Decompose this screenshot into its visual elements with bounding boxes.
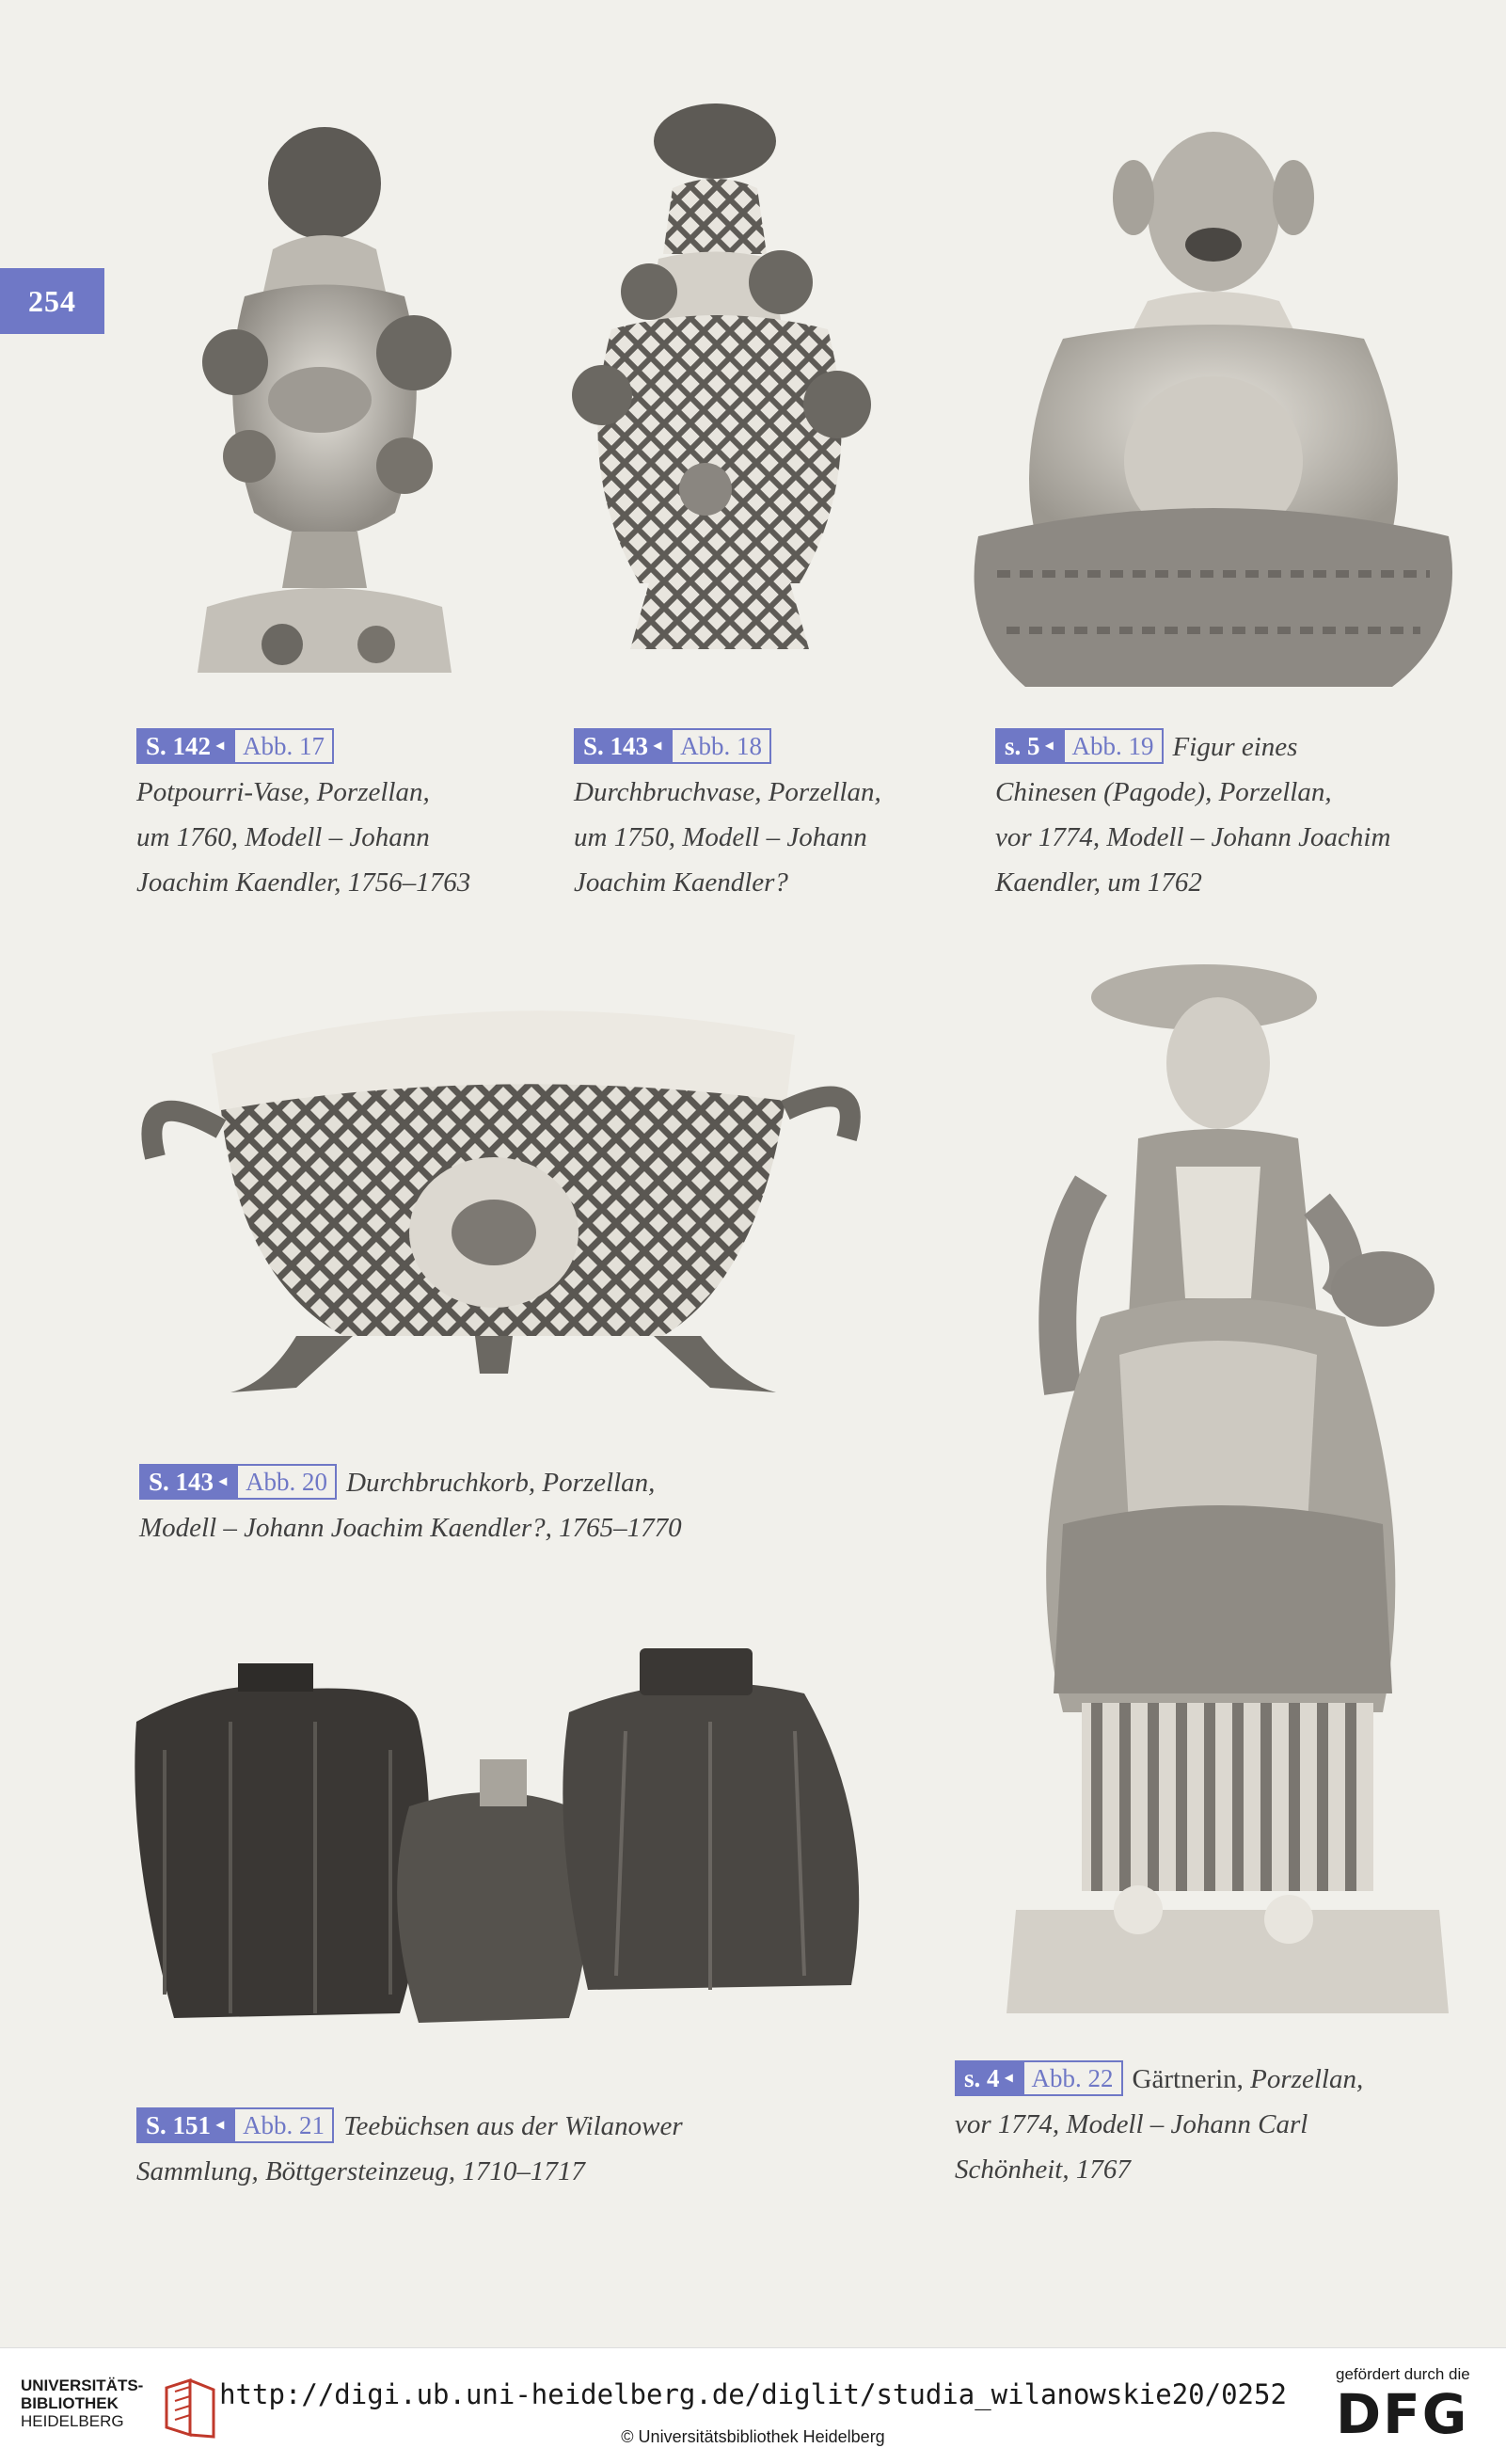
figure-number-badge: Abb. 21 [233, 2107, 334, 2143]
caption-text-line: Potpourri-Vase, Porzellan, [136, 777, 430, 807]
page-number-tab: 254 [0, 268, 104, 334]
figure-number-badge: Abb. 20 [236, 1464, 337, 1500]
caption-title-word: Gärtnerin, [1132, 2064, 1244, 2094]
caption-text-line: Schönheit, 1767 [955, 2154, 1131, 2185]
logo-line: BIBLIOTHEK [21, 2394, 119, 2412]
photo-potpourri-vase [132, 118, 499, 692]
page-reference-label: S. 151 [146, 2111, 212, 2140]
potpourri-vase-image [132, 118, 499, 692]
figure-number-badge: Abb. 19 [1063, 728, 1164, 764]
caption-ref-line [995, 724, 1390, 770]
page-reference-label: S. 142 [146, 732, 212, 761]
chinese-figure-image [941, 122, 1472, 715]
page-reference-label: S. 143 [149, 1468, 214, 1497]
caption-text-line: vor 1774, Modell – Johann Carl [955, 2109, 1308, 2139]
caption-text-line: um 1750, Modell – Johann [574, 822, 867, 852]
dfg-funding-note: gefördert durch die [1336, 2365, 1470, 2383]
caption-ref-line [955, 2057, 1363, 2102]
dfg-wordmark: DFG [1336, 2382, 1469, 2446]
caption-abb-17 [136, 724, 470, 905]
caption-abb-20 [139, 1460, 682, 1550]
arrow-left-icon: ◂ [654, 738, 662, 755]
page-reference-label: s. 5 [1005, 732, 1040, 761]
caption-text-line: vor 1774, Modell – Johann Joachim [995, 822, 1391, 852]
arrow-left-icon: ◂ [216, 738, 225, 755]
durchbruchvase-image [546, 94, 912, 687]
caption-title: Porzellan, [1250, 2064, 1364, 2094]
arrow-left-icon: ◂ [1005, 2070, 1013, 2087]
copyright-notice: © Universitätsbibliothek Heidelberg [621, 2427, 885, 2446]
figure-reference[interactable] [574, 728, 771, 764]
caption-title: Teebüchsen aus der Wilanower [343, 2111, 683, 2141]
caption-title: Durchbruchkorb, Porzellan, [346, 1468, 656, 1498]
arrow-left-icon: ◂ [1045, 738, 1054, 755]
caption-title: Figur eines [1172, 732, 1298, 762]
caption-ref-line [139, 1460, 682, 1505]
dfg-logo[interactable] [1336, 2365, 1491, 2455]
photo-durchbruchkorb [136, 969, 865, 1411]
figure-reference[interactable] [136, 2107, 334, 2143]
page-reference-badge [136, 2107, 233, 2143]
caption-text-line: Joachim Kaendler? [574, 867, 788, 898]
page-reference-badge [139, 1464, 236, 1500]
caption-abb-18 [574, 724, 881, 905]
caption-abb-19 [995, 724, 1390, 905]
logo-line: HEIDELBERG [21, 2412, 124, 2430]
caption-text-line: um 1760, Modell – Johann [136, 822, 430, 852]
page-reference-label: S. 143 [583, 732, 649, 761]
figure-number-badge: Abb. 17 [233, 728, 334, 764]
arrow-left-icon: ◂ [216, 2117, 225, 2134]
photo-gaertnerin [978, 960, 1467, 2032]
photo-durchbruchvase [546, 94, 912, 687]
caption-abb-22 [955, 2057, 1363, 2192]
arrow-left-icon: ◂ [219, 1473, 228, 1490]
figure-reference[interactable] [139, 1464, 337, 1500]
caption-text-line: Durchbruchvase, Porzellan, [574, 777, 881, 807]
caption-text-line: Chinesen (Pagode), Porzellan, [995, 777, 1332, 807]
caption-abb-21 [136, 2104, 683, 2194]
logo-line: UNIVERSITÄTS- [21, 2377, 144, 2394]
page-reference-label: s. 4 [964, 2064, 1000, 2093]
figure-reference[interactable] [955, 2060, 1123, 2096]
teebuechsen-image [127, 1618, 880, 2042]
figure-reference[interactable] [995, 728, 1164, 764]
page-reference-badge [995, 728, 1063, 764]
gaertnerin-image [978, 960, 1467, 2032]
caption-text-line: Joachim Kaendler, 1756–1763 [136, 867, 471, 898]
caption-text-line: Kaendler, um 1762 [995, 867, 1202, 898]
figure-reference[interactable] [136, 728, 334, 764]
photo-teebuechsen [127, 1618, 880, 2042]
footer-bar [0, 2347, 1506, 2464]
page-reference-badge [955, 2060, 1022, 2096]
caption-ref-line [136, 724, 470, 770]
page-reference-badge [574, 728, 671, 764]
page-reference-badge [136, 728, 233, 764]
caption-ref-line [574, 724, 881, 770]
durchbruchkorb-image [136, 969, 865, 1411]
caption-ref-line [136, 2104, 683, 2149]
caption-text-line: Sammlung, Böttgersteinzeug, 1710–1717 [136, 2156, 585, 2186]
photo-chinese-figure [941, 122, 1472, 715]
figure-number-badge: Abb. 18 [671, 728, 771, 764]
figure-number-badge: Abb. 22 [1022, 2060, 1123, 2096]
source-url-link[interactable]: http://digi.ub.uni-heidelberg.de/diglit/studia_wilanowskie20/0252 [219, 2378, 1287, 2410]
caption-text-line: Modell – Johann Joachim Kaendler?, 1765–1770 [139, 1513, 682, 1543]
